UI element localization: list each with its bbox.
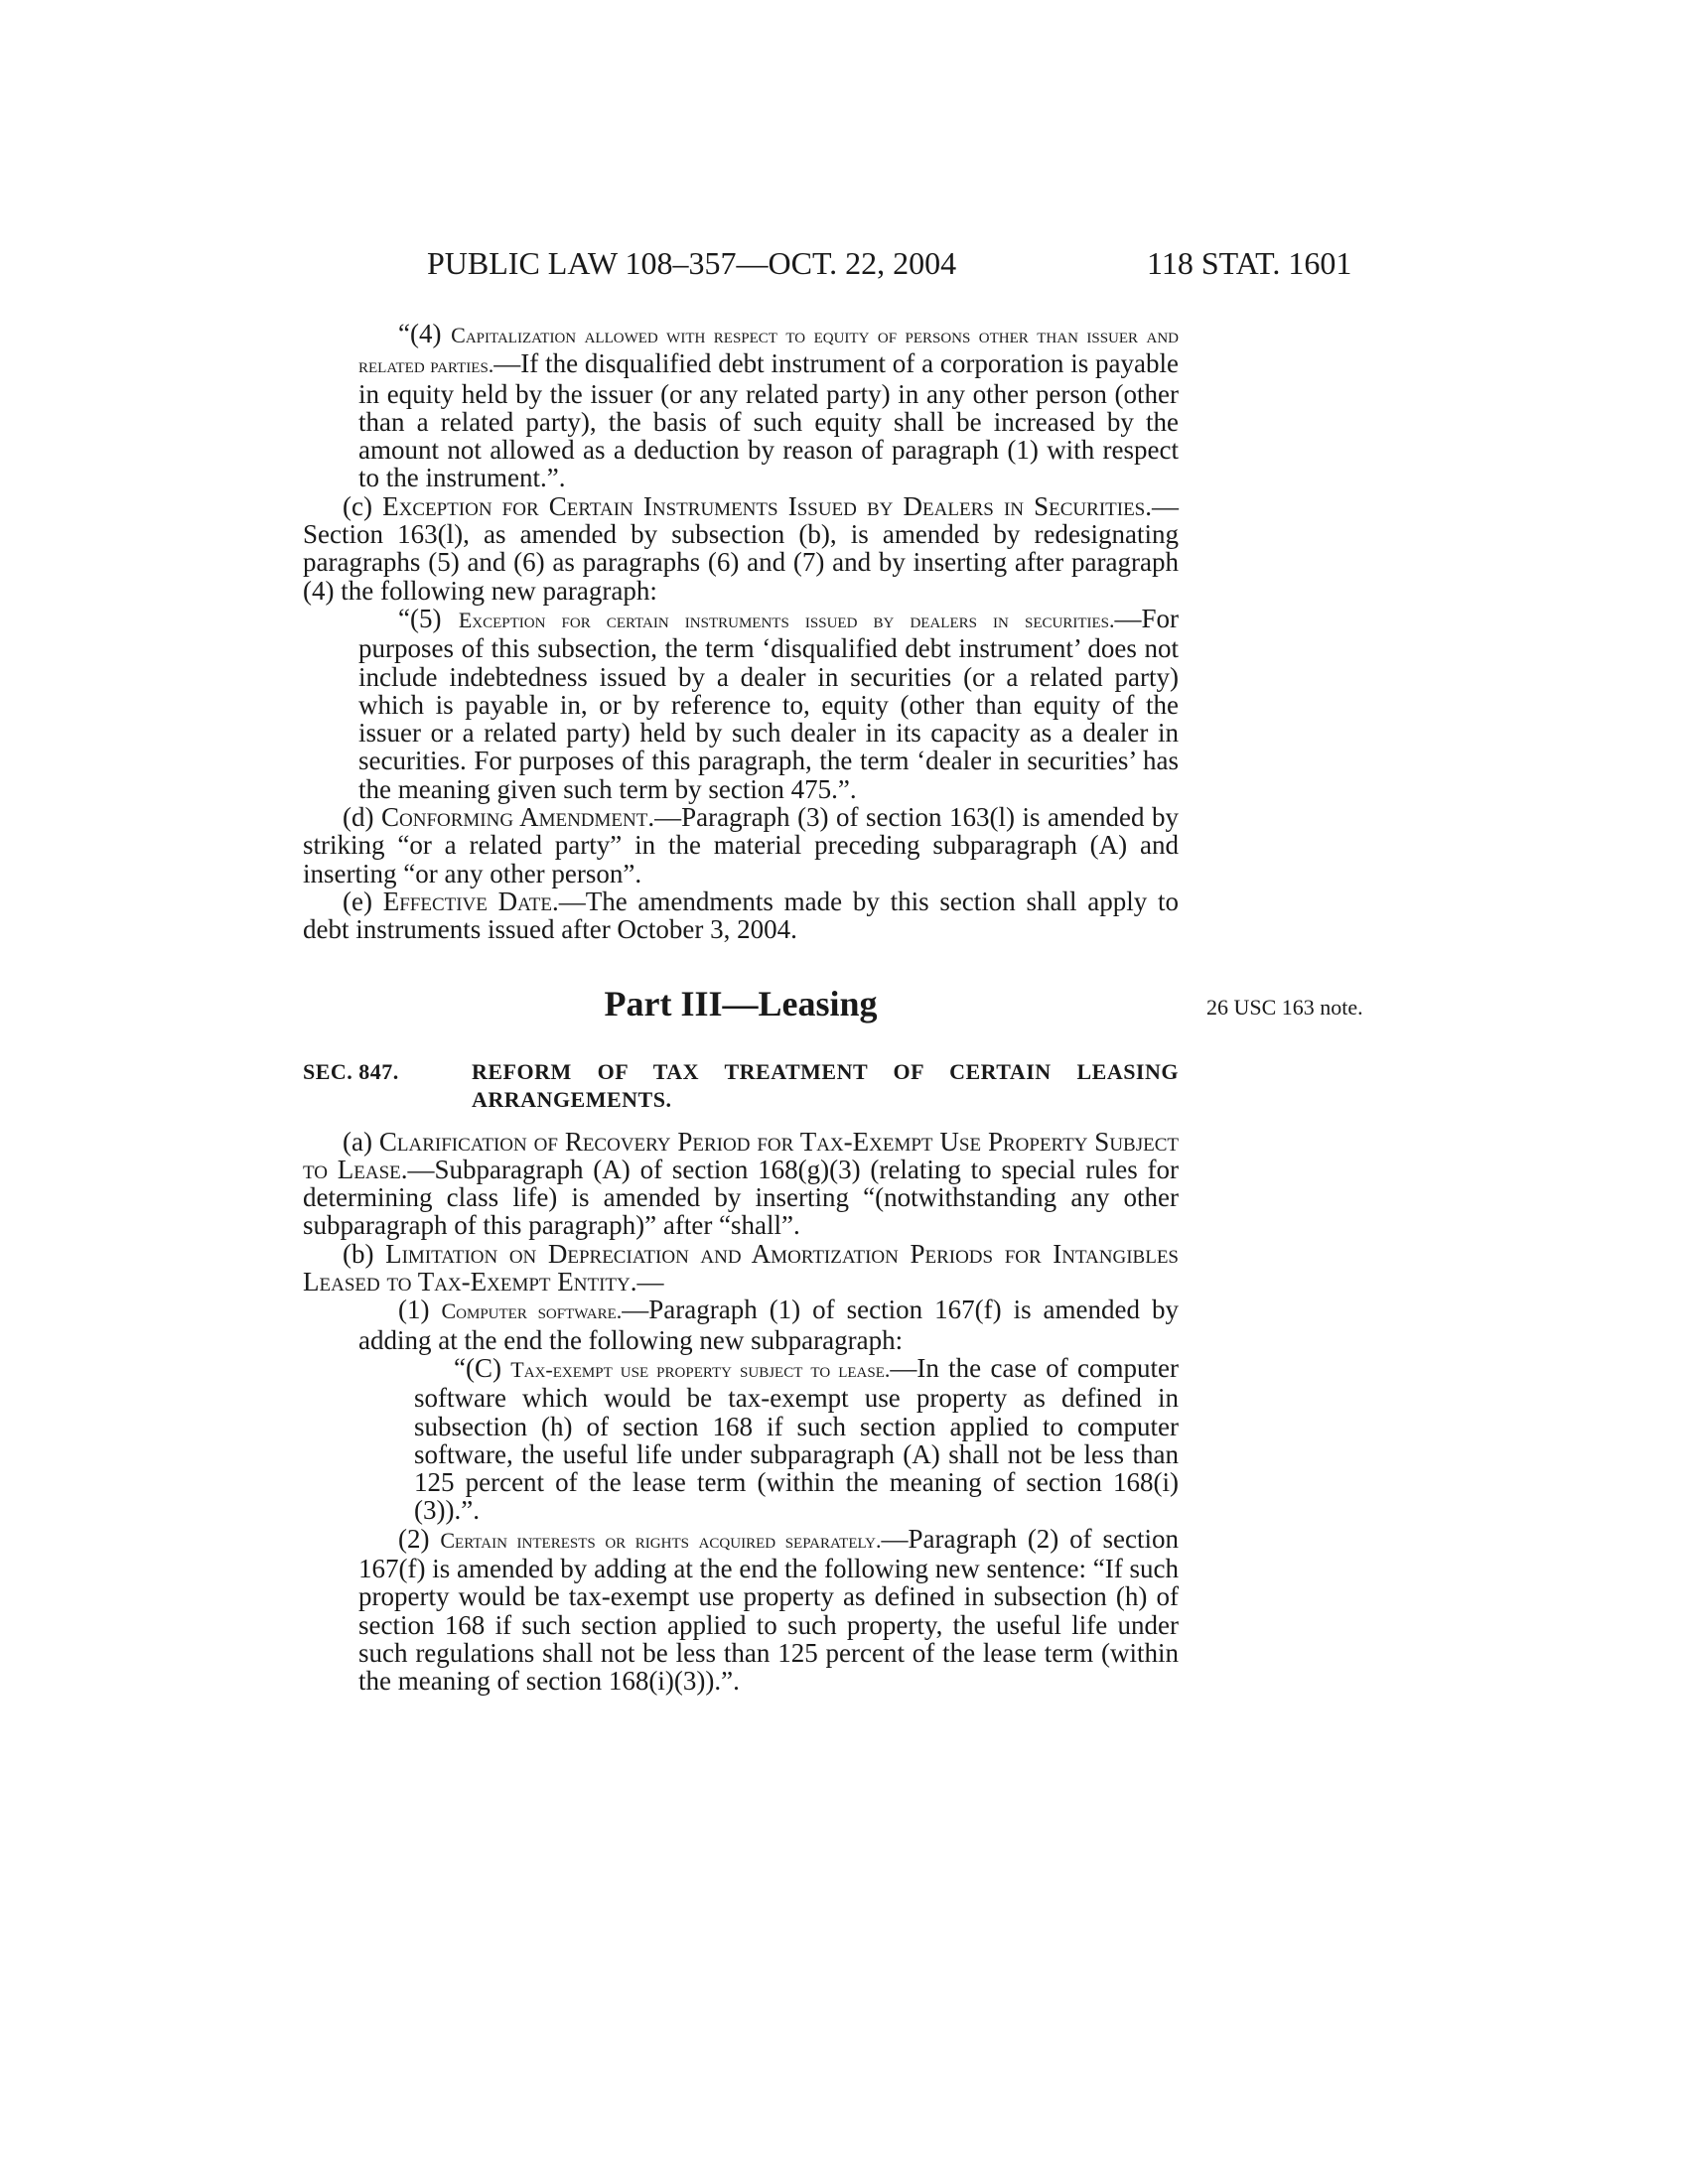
section-number: SEC. 847. — [303, 1058, 399, 1084]
subsection-b-paragraph-2: (2) Certain interests or rights acquired separately.—Paragraph (2) of section 167(f) is amended by adding at the end the following new sentence: “If such property would be tax-exempt use property as defined in subsection (h) of section 168 if such section applied to such property, the useful life under such regulations shall not be less than 125 percent of the lease term (within the meaning of section 168(i)(3)).”. — [358, 1523, 1180, 1697]
subsection-c-text: —Section 163(l), as amended by subsection (b), is amended by redesignating paragraphs (5) and (6) as paragraphs (6) and (7) and by inserting after paragraph (4) the following new paragraph: — [303, 490, 1179, 606]
part-heading: Part III—Leasing — [604, 983, 878, 1024]
paragraph-1-heading: Computer software. — [441, 1298, 623, 1324]
paragraph-4-heading: Capitalization allowed with respect to equity of persons other than issuer and related parties. — [358, 323, 1179, 378]
running-header-title: PUBLIC LAW 108–357—OCT. 22, 2004 — [427, 245, 957, 281]
subsection-e-heading: Effective Date. — [382, 886, 559, 916]
subsection-a-heading: Clarification of Recovery Period for Tax-Exempt Use Property Subject to Lease. — [303, 1126, 1179, 1184]
subsection-c-heading: Exception for Certain Instruments Issued by Dealers in Securities. — [382, 490, 1152, 521]
subsection-b-heading: Limitation on Depreciation and Amortization Periods for Intangibles Leased to Tax-Exempt Entity. — [303, 1238, 1179, 1297]
paragraph-4: “(4) Capitalization allowed with respect to equity of persons other than issuer and related parties.—If the disqualified debt instrument of a corporation is payable in equity held by the issuer (or any related party) in any other person (other than a related party), the basis of such equity shall be increased by the amount not allowed as a deduction by reason of paragraph (1) with respect to the instrument.”. — [358, 319, 1179, 493]
paragraph-1-text: —Paragraph (1) of section 167(f) is amended by adding at the end the following new subparagraph: — [358, 1295, 1180, 1355]
paragraph-2-text: —Paragraph (2) of section 167(f) is amended by adding at the end the following new sentence: “If such property would be tax-exempt use property as defined in subsection (h) of section 168 if such section applied to such property, the useful life under such regulations shall not be less than 125 percent of the lease term (within the meaning of section 168(i)(3)).”. — [358, 1523, 1180, 1697]
paragraph-5-heading: Exception for certain instruments issued by dealers in securities. — [458, 607, 1115, 632]
subparagraph-c: “(C) Tax-exempt use property subject to lease.—In the case of computer software which would be tax-exempt use property as defined in subsection (h) of section 168 if such section applied to computer software, the useful life under subparagraph (A) shall not be less than 125 percent of the lease term (within the meaning of section 168(i)(3)).”. — [414, 1352, 1179, 1526]
subsection-b-paragraph-1: (1) Computer software.—Paragraph (1) of section 167(f) is amended by adding at the end the following new subparagraph: — [358, 1295, 1180, 1355]
subsection-a-text: —Subparagraph (A) of section 168(g)(3) (relating to special rules for determining class life) is amended by inserting “(notwithstanding any other subparagraph of this paragraph)” after “shall”. — [303, 1154, 1179, 1241]
subsection-e-text: —The amendments made by this section shall apply to debt instruments issued after October 3, 2004. — [303, 886, 1179, 945]
section-heading — [303, 1058, 1179, 1114]
document-body — [303, 320, 1179, 1695]
subsection-d-text: —Paragraph (3) of section 163(l) is amended by striking “or a related party” in the material preceding subparagraph (A) and inserting “or any other person”. — [303, 802, 1179, 888]
running-header-page: 118 STAT. 1601 — [1147, 245, 1352, 281]
paragraph-5: “(5) Exception for certain instruments issued by dealers in securities.—For purposes of this subsection, the term ‘disqualified debt instrument’ does not include indebtedness issued by a dealer in securities (or a related party) which is payable in, or by reference to, equity (other than equity of the issuer or a related party) held by such dealer in its capacity as a dealer in securities. For purposes of this paragraph, the term ‘dealer in securities’ has the meaning given such term by section 475.”. — [358, 603, 1179, 804]
section-title: REFORM OF TAX TREATMENT OF CERTAIN LEASING ARRANGEMENTS. — [472, 1058, 1179, 1112]
subsection-b: (b) Limitation on Depreciation and Amortization Periods for Intangibles Leased to Tax-Exempt Entity.— — [303, 1238, 1179, 1297]
subsection-c: (c) Exception for Certain Instruments Issued by Dealers in Securities.—Section 163(l), as amended by subsection (b), is amended by redesignating paragraphs (5) and (6) as paragraphs (6) and (7) and by inserting after paragraph (4) the following new paragraph: — [303, 490, 1179, 606]
subparagraph-c-heading: Tax-exempt use property subject to lease. — [510, 1356, 891, 1382]
subsection-d-heading: Conforming Amendment. — [381, 802, 655, 833]
subparagraph-c-text: —In the case of computer software which would be tax-exempt use property as defined in subsection (h) of section 168 if such section applied to computer software, the useful life under subparagraph (A) shall not be less than 125 percent of the lease term (within the meaning of section 168(i)(3)).”. — [414, 1352, 1179, 1526]
paragraph-5-text: —For purposes of this subsection, the term ‘disqualified debt instrument’ does not include indebtedness issued by a dealer in securities (or a related party) which is payable in, or by reference to, equity (other than equity of the issuer or a related party) held by such dealer in its capacity as a dealer in securities. For purposes of this paragraph, the term ‘dealer in securities’ has the meaning given such term by section 475.”. — [358, 603, 1179, 804]
paragraph-4-text: —If the disqualified debt instrument of a corporation is payable in equity held by the issuer (or any related party) in any other person (other than a related party), the basis of such equity shall be increased by the amount not allowed as a deduction by reason of paragraph (1) with respect to the instrument.”. — [358, 348, 1179, 493]
paragraph-2-heading: Certain interests or rights acquired separately. — [440, 1527, 882, 1553]
subsection-b-text: — — [636, 1267, 664, 1297]
subsection-e: (e) Effective Date.—The amendments made by this section shall apply to debt instruments issued after October 3, 2004. — [303, 886, 1179, 945]
margin-citation-note: 26 USC 163 note. — [1206, 995, 1363, 1020]
subsection-a: (a) Clarification of Recovery Period for Tax-Exempt Use Property Subject to Lease.—Subparagraph (A) of section 168(g)(3) (relating to special rules for determining class life) is amended by inserting “(notwithstanding any other subparagraph of this paragraph)” after “shall”. — [303, 1126, 1179, 1241]
subsection-d: (d) Conforming Amendment.—Paragraph (3) of section 163(l) is amended by striking “or a related party” in the material preceding subparagraph (A) and inserting “or any other person”. — [303, 802, 1179, 888]
